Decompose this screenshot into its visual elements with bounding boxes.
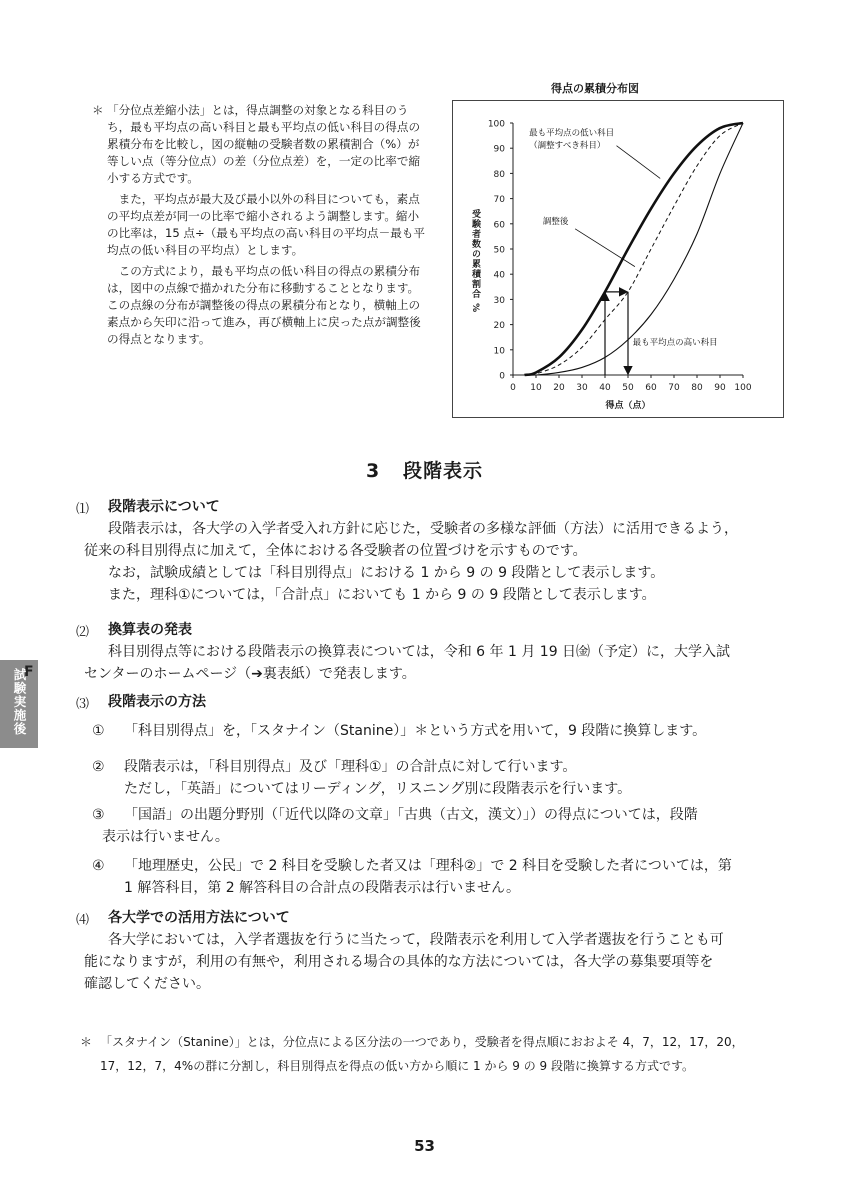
footnote-line-1: 「スタナイン（Stanine）」とは，分位点による区分法の一つであり，受験者を得点順におおよそ 4，7，12，17，20， xyxy=(100,1035,744,1049)
s2-line-1: 科目別得点等における段階表示の換算表については，令和 6 年 1 月 19 日㈮（予定）に，大学入試 xyxy=(108,644,731,660)
annotation-leader-2 xyxy=(575,229,635,267)
subsection-3-heading: 段階表示の方法 xyxy=(108,694,206,710)
x-tick-label: 90 xyxy=(714,383,726,393)
y-tick-label: 0 xyxy=(499,371,505,382)
subsection-4-body xyxy=(84,929,784,995)
subsection-4-number: ⑷ xyxy=(76,913,90,928)
x-tick-label: 40 xyxy=(599,383,611,393)
x-tick-label: 30 xyxy=(576,383,588,393)
s2-line-2: センターのホームページ（➔裏表紙）で発表します。 xyxy=(84,666,416,682)
y-tick-label: 30 xyxy=(493,295,505,306)
x-tick-label: 50 xyxy=(622,383,634,393)
s3-item-3-line-1: 「国語」の出題分野別（「近代以降の文章」「古典（古文，漢文）」）の得点については，段階 xyxy=(124,807,698,823)
x-axis-label: 得点（点） xyxy=(605,401,651,411)
footnote-asterisk: ＊ xyxy=(80,1035,93,1049)
section-number: 3 xyxy=(365,460,381,482)
s3-item-3 xyxy=(92,804,784,848)
note-paragraph-3: この方式により，最も平均点の低い科目の得点の累積分布は，図中の点線で描かれた分布に移動することとなります。この点線の分布が調整後の得点の累積分布となり，横軸上の素点から矢印に沿って進み，再び横軸上に戻った点が調整後の得点となります。 xyxy=(107,264,421,346)
subsection-4-heading: 各大学での活用方法について xyxy=(108,910,290,926)
footnote xyxy=(80,1030,780,1078)
subsection-2-heading: 換算表の発表 xyxy=(108,622,192,638)
section-title xyxy=(0,456,849,483)
footnote-line-2: 17，12，7，4%の群に分割し，科目別得点を得点の低い方から順に 1 から 9 の 9 段階に換算する方式です。 xyxy=(100,1059,695,1073)
s4-line-3: 確認してください。 xyxy=(84,976,210,992)
chapter-letter: F xyxy=(24,664,34,680)
s1-line-2: 従来の科目別得点に加えて，全体における各受験者の位置づけを示すものです。 xyxy=(84,543,587,559)
section-title-text: 段階表示 xyxy=(403,460,484,482)
chart-title: 得点の累積分布図 xyxy=(551,82,639,95)
y-tick-label: 10 xyxy=(493,346,505,357)
subsection-3-number: ⑶ xyxy=(76,697,90,712)
x-tick-label: 100 xyxy=(734,383,752,393)
y-tick-label: 100 xyxy=(487,119,505,130)
s1-line-1: 段階表示は，各大学の入学者受入れ方針に応じた，受験者の多様な評価（方法）に活用できるよう， xyxy=(108,521,738,537)
x-tick-label: 10 xyxy=(530,383,542,393)
s3-item-4-line-2: 1 解答科目，第 2 解答科目の合計点の段階表示は行いません。 xyxy=(124,880,521,896)
s3-item-1-mark: ① xyxy=(92,723,105,739)
y-tick-label: 70 xyxy=(493,195,505,206)
chapter-side-text: 試験実施後 xyxy=(12,668,27,736)
note-asterisk: ＊ xyxy=(92,103,104,117)
x-tick-label: 20 xyxy=(553,383,565,393)
y-tick-label: 50 xyxy=(493,245,505,256)
subsection-2-body xyxy=(84,641,784,685)
annotation-adjusted: 調整後 xyxy=(542,216,569,227)
y-axis-label: 受験者数の累積割合 % xyxy=(470,209,480,314)
note-block xyxy=(92,102,430,352)
subsection-2-number: ⑵ xyxy=(76,625,90,640)
s3-item-3-mark: ③ xyxy=(92,807,105,823)
s3-item-2-line-2: ただし，「英語」についてはリーディング，リスニング別に段階表示を行います。 xyxy=(124,781,632,797)
s3-item-4-line-1: 「地理歴史，公民」で 2 科目を受験した者又は「理科②」で 2 科目を受験した者については，第 xyxy=(124,858,732,874)
s3-item-4-mark: ④ xyxy=(92,858,105,874)
chart-frame xyxy=(452,100,784,418)
s3-item-1 xyxy=(92,720,784,742)
s4-line-2: 能になりますが，利用の有無や，利用される場合の具体的な方法については，各大学の募集要項等を xyxy=(84,954,714,970)
y-tick-label: 90 xyxy=(493,144,505,155)
page-number: 53 xyxy=(414,1137,435,1155)
cumulative-distribution-chart xyxy=(453,101,783,417)
y-tick-label: 80 xyxy=(493,169,505,180)
x-tick-label: 0 xyxy=(510,383,516,393)
s3-item-2-line-1: 段階表示は，「科目別得点」及び「理科①」の合計点に対して行います。 xyxy=(124,759,577,775)
subsection-1-body xyxy=(84,518,784,606)
annotation-lowest-subject: 最も平均点の低い科目 xyxy=(529,128,615,139)
s3-item-1-line-1: 「科目別得点」を，「スタナイン（Stanine）」＊という方式を用いて，9 段階に換算します。 xyxy=(124,723,707,739)
note-paragraph-1: 「分位点差縮小法」とは，得点調整の対象となる科目のうち，最も平均点の高い科目と最も平均点の低い科目の得点の累積分布を比較し，図の縦軸の受験者数の累積割合（%）が等しい点（等分位点）の差（分位点差）を，一定の比率で縮小する方式です。 xyxy=(107,103,421,185)
y-tick-label: 60 xyxy=(493,220,505,231)
s1-line-3: なお，試験成績としては「科目別得点」における 1 から 9 の 9 段階として表示します。 xyxy=(108,565,665,581)
s3-item-3-line-2: 表示は行いません。 xyxy=(102,829,229,845)
note-paragraph-2: また，平均点が最大及び最小以外の科目についても，素点の平均点差が同一の比率で縮小されるよう調整します。縮小の比率は，15 点÷（最も平均点の高い科目の平均点－最も平均点の低い科目の平均点）とします。 xyxy=(107,192,425,257)
s3-item-2 xyxy=(92,756,784,800)
subsection-1-heading: 段階表示について xyxy=(108,499,220,515)
annotation-leader-1 xyxy=(617,146,661,179)
s4-line-1: 各大学においては，入学者選抜を行うに当たって，段階表示を利用して入学者選抜を行うことも可 xyxy=(108,932,724,948)
s1-line-4: また，理科①については，「合計点」においても 1 から 9 の 9 段階として表示します。 xyxy=(108,587,656,603)
annotation-lowest-subject-note: （調整すべき科目） xyxy=(529,141,606,152)
s3-item-4 xyxy=(92,855,784,899)
s3-item-2-mark: ② xyxy=(92,759,105,775)
y-tick-label: 40 xyxy=(493,270,505,281)
annotation-highest-subject: 最も平均点の高い科目 xyxy=(632,337,718,348)
y-tick-label: 20 xyxy=(493,321,505,332)
x-tick-label: 70 xyxy=(668,383,680,393)
x-tick-label: 80 xyxy=(691,383,703,393)
subsection-1-number: ⑴ xyxy=(76,502,90,517)
x-tick-label: 60 xyxy=(645,383,657,393)
